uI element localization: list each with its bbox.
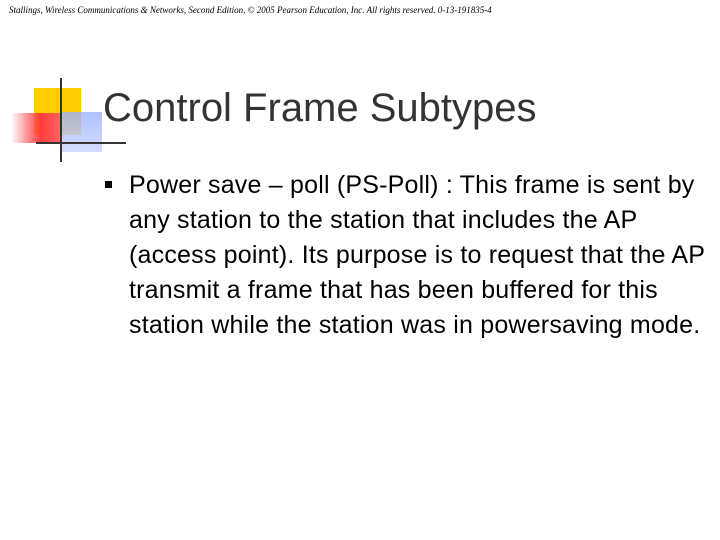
slide-title: Control Frame Subtypes (103, 86, 537, 130)
template-logo-icon (0, 0, 130, 170)
copyright-notice: Stallings, Wireless Communications & Networks, Second Edition, © 2005 Pearson Education, Inc. All rights reserved. 0-13-191835-4 (9, 5, 492, 15)
bullet-list (105, 168, 705, 343)
logo-horizontal-line (36, 142, 126, 144)
logo-blue-square (62, 112, 102, 152)
bullet-item (105, 168, 705, 343)
bullet-text: Power save – poll (PS-Poll) : This frame is sent by any station to the station that includes the AP (access point). Its purpose is to request that the AP transmit a frame that has been buffered for this station while the station was in powersaving mode. (129, 171, 705, 339)
square-bullet-icon (105, 181, 112, 188)
logo-vertical-line (60, 78, 62, 162)
logo-red-bar (11, 113, 61, 143)
